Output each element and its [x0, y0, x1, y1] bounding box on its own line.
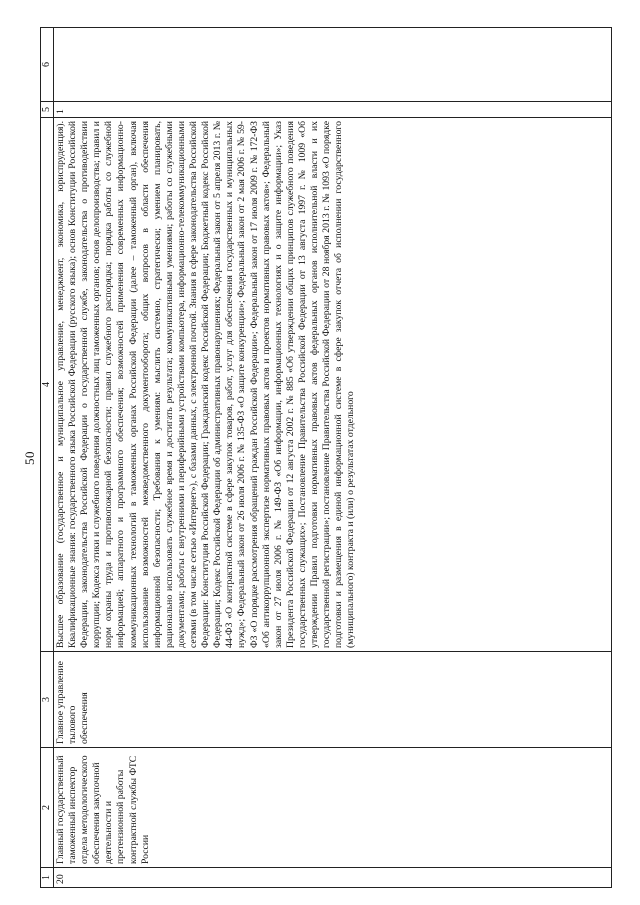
column-number: 3: [41, 652, 54, 748]
column-6-cell: [54, 28, 612, 102]
requirements-table: [40, 27, 612, 888]
column-5-cell: 1: [54, 102, 612, 118]
column-number: 4: [41, 118, 54, 652]
department-cell: Главное управление тылового обеспечения: [54, 652, 612, 748]
column-number: 5: [41, 102, 54, 118]
position-title-cell: Главный государственный таможенный инспектор отдела методологического обеспечения закупочной деятельности и претензионной работы контрактной службы ФТС России: [54, 748, 612, 868]
column-number-row: [41, 28, 54, 888]
page-number: 50: [22, 451, 37, 465]
column-number: 1: [41, 868, 54, 888]
column-number: 2: [41, 748, 54, 868]
requirements-cell: Высшее образование (государственное и муниципальное управление, менеджмент, экономика, юриспруденция). Квалификационные знания: государственного языка Российской Федерации (русского языка); основ Конституции Российской Федерации, законодательства Российской Федерации о государственной службе, законодательства о противодействии коррупции; Кодекса этики и служебного поведения должностных лиц таможенных органов; основ делопроизводства; правил и норм охраны труда и противопожарной безопасности; правил служебного распорядка; порядка работы со служебной информацией; аппаратного и программного обеспечения; возможностей применения современных информационно-коммуникационных технологий в таможенных органах Российской Федерации (далее – таможенный орган), включая использование возможностей межведомственного документооборота; общих вопросов в области обеспечения информационной безопасности; Требования к умениям: мыслить системно, стратегически; умением планировать, рационально использовать служебное время и достигать результата; коммуникативными умениями; работы со служебными документами; работы с внутренними и периферийными устройствами компьютера, информационно-телекоммуникационными сетями (в том числе сетью «Интернет»), с базами данных, с электронной почтой. Знания в сфере законодательства Российской Федерации: Конституция Российской Федерации; Гражданский кодекс Российской Федерации; Бюджетный кодекс Российской Федерации; Кодекс Российской Федерации об административных правонарушениях; Федеральный закон от 5 апреля 2013 г. № 44-ФЗ «О контрактной системе в сфере закупок товаров, работ, услуг для обеспечения государственных и муниципальных нужд»; Федеральный закон от 26 июля 2006 г. № 135-ФЗ «О защите конкуренции»; Федеральный закон от 2 мая 2006 г. № 59-ФЗ «О порядке рассмотрения обращений граждан Российской Федерации»; Федеральный закон от 17 июля 2009 г. № 172-ФЗ «Об антикоррупционной экспертизе нормативных правовых актов и проектов нормативных правовых актов»; Федеральный закон от 27 июля 2006 г. № 149-ФЗ «Об информации, информационных технологиях и о защите информации»; Указ Президента Российской Федерации от 12 августа 2002 г. № 885 «Об утверждении общих принципов служебного поведения государственных служащих»; Постановление Правительства Российской Федерации от 13 августа 1997 г. № 1009 «Об утверждении Правил подготовки нормативных правовых актов федеральных органов исполнительной власти и их государственной регистрации»; постановление Правительства Российской Федерации от 28 ноября 2013 г. № 1093 «О порядке подготовки и размещения в единой информационной системе в сфере закупок отчета об исполнении государственного (муниципального) контракта и (или) о результатах отдельного: [54, 118, 612, 652]
table-row: [54, 28, 612, 888]
rotated-content: [20, 28, 622, 888]
row-number-cell: 20: [54, 868, 612, 888]
column-number: 6: [41, 28, 54, 102]
